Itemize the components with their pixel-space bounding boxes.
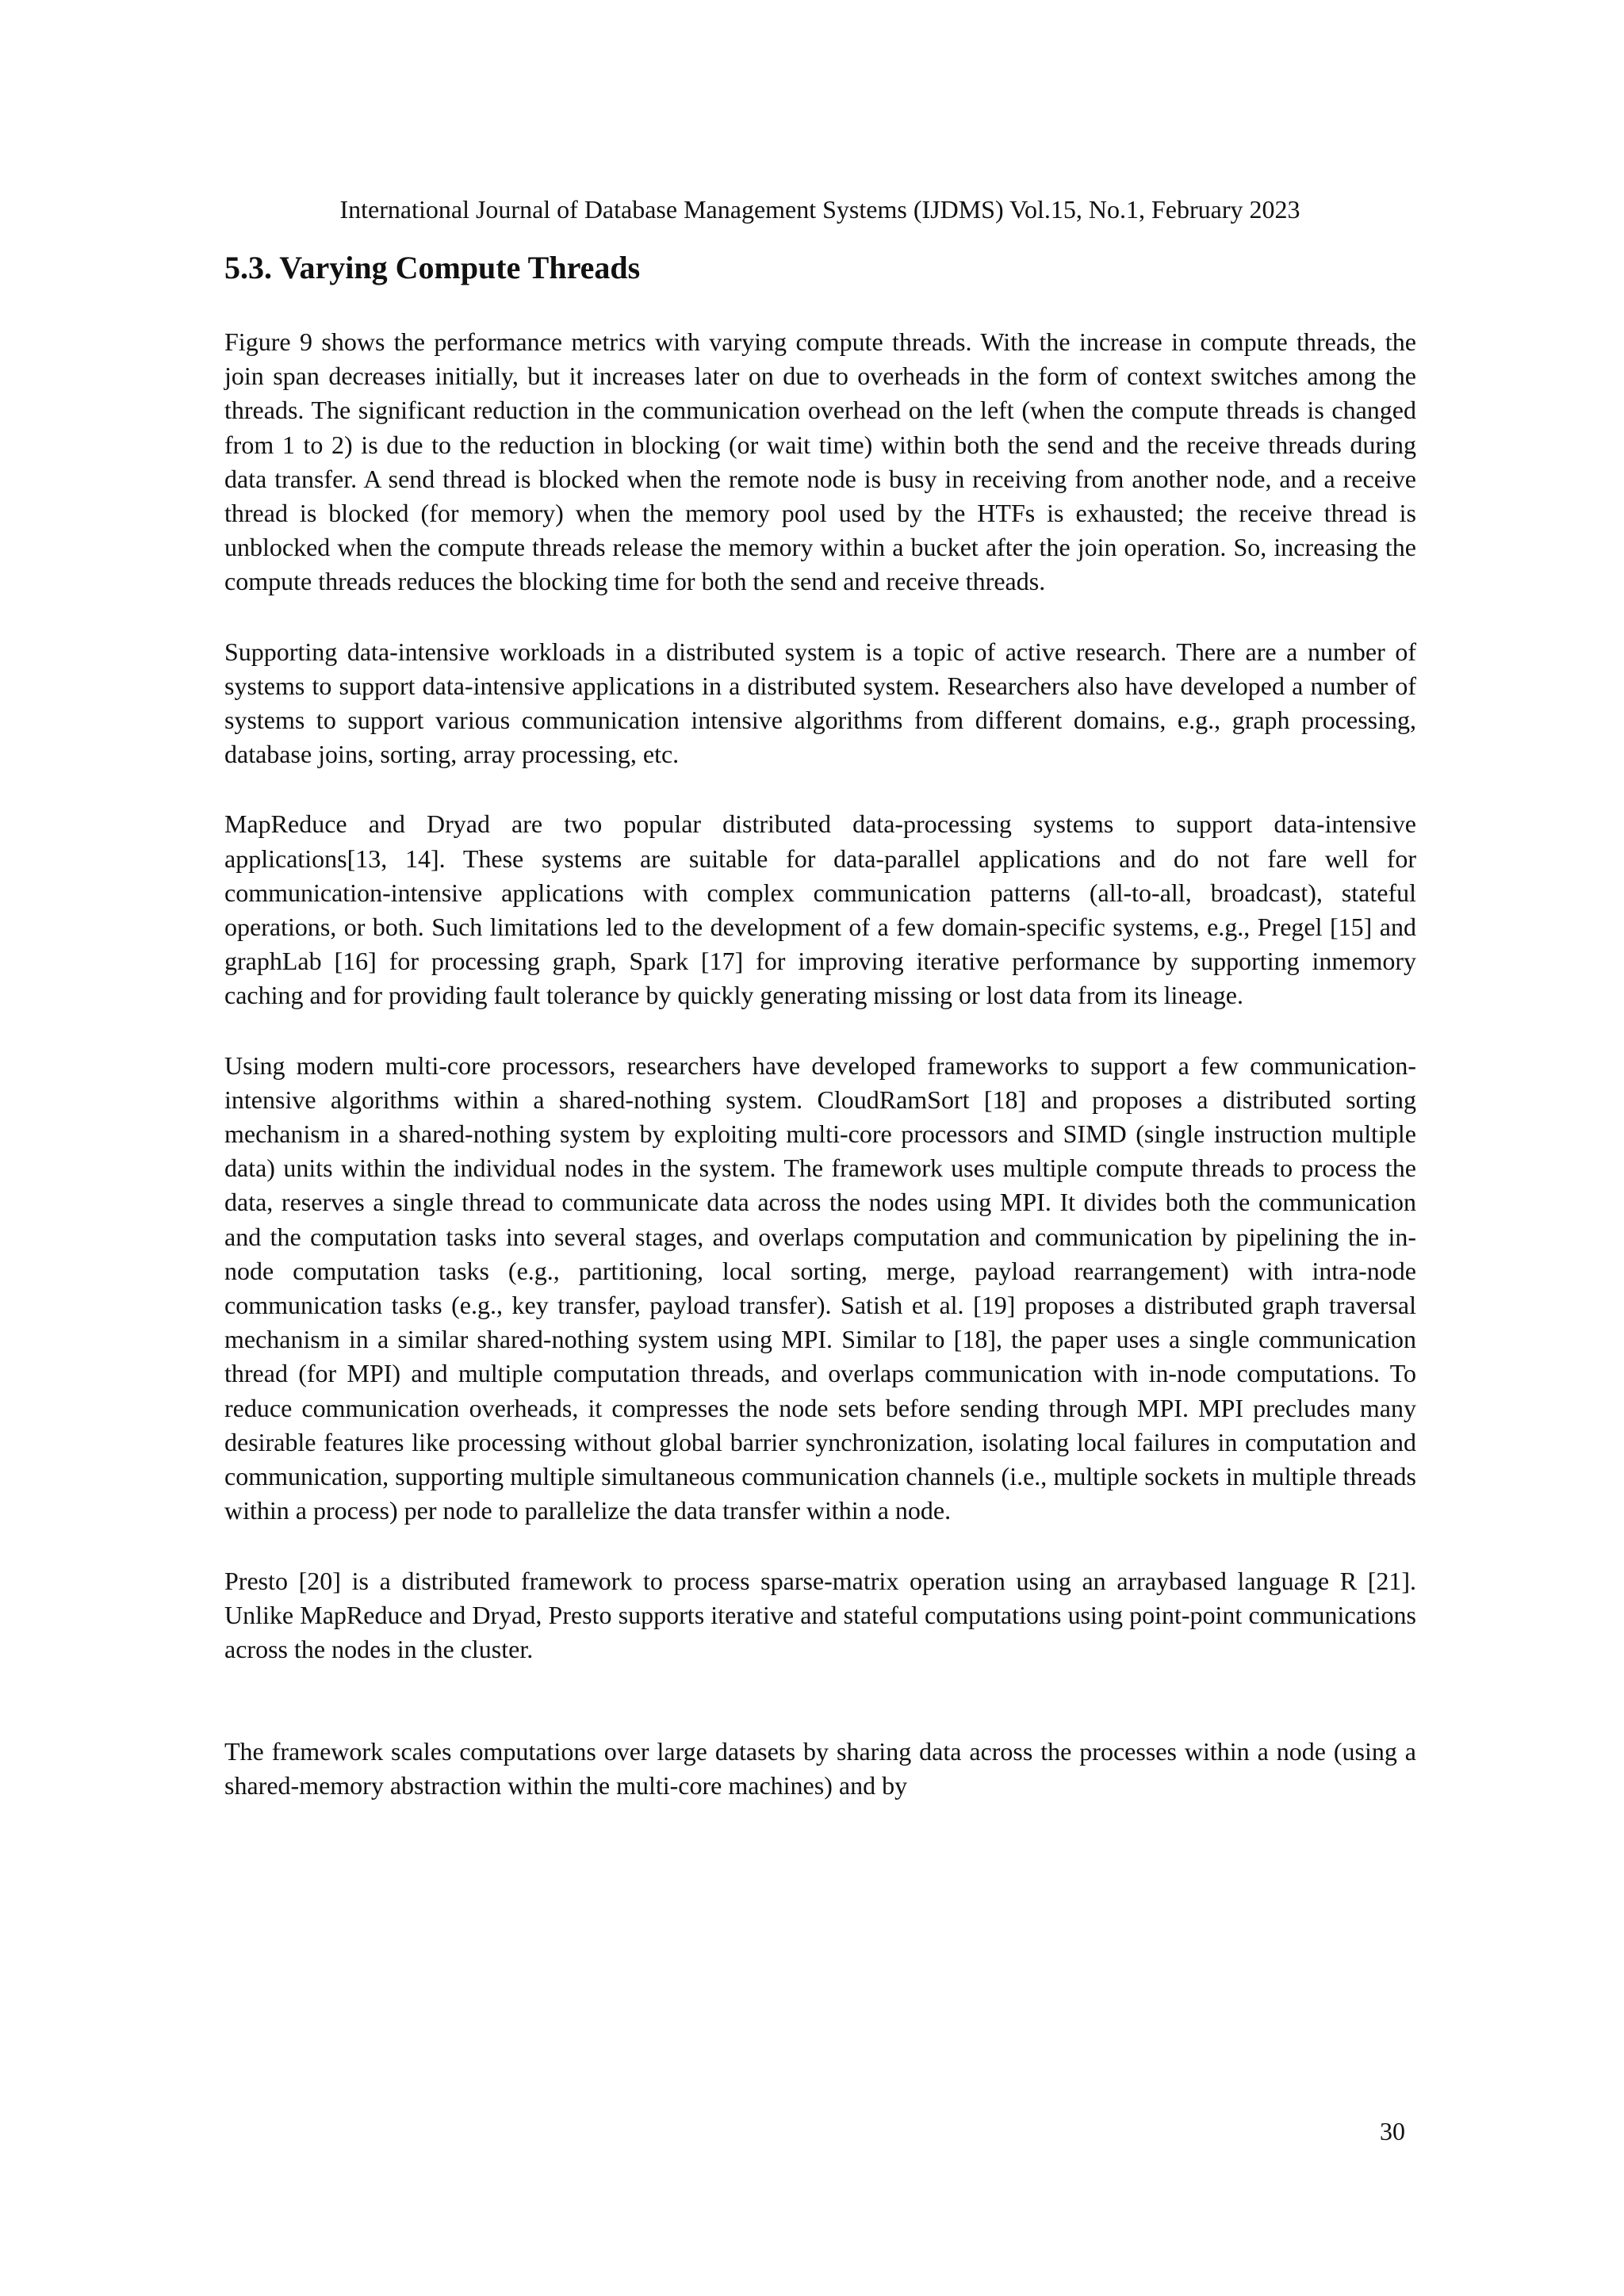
section-title: 5.3. Varying Compute Threads <box>224 250 641 285</box>
paragraph-compute-threads: Figure 9 shows the performance metrics with varying compute threads. With the increase in compute threads, the join span decreases initially, but it increases later on due to overheads in the form of context switches among the threads. The significant reduction in the communication overhead on the left (when the compute threads is changed from 1 to 2) is due to the reduction in blocking (or wait time) within both the send and the receive threads during data transfer. A send thread is blocked when the remote node is busy in receiving from another node, and a receive thread is blocked (for memory) when the memory pool used by the HTFs is exhausted; the receive thread is unblocked when the compute threads release the memory within a bucket after the join operation. So, increasing the compute threads reduces the blocking time for both the send and receive threads. <box>224 327 1416 596</box>
paragraph-mapreduce-dryad: MapReduce and Dryad are two popular distributed data-processing systems to support data-intensive applications[13, 14]. These systems are suitable for data-parallel applications and do not fare well for communication-intensive applications with complex communication patterns (all-to-all, broadcast), stateful operations, or both. Such limitations led to the development of a few domain-specific systems, e.g., Pregel [15] and graphLab [16] for processing graph, Spark [17] for improving iterative performance by supporting inmemory caching and for providing fault tolerance by quickly generating missing or lost data from its lineage. <box>224 809 1416 1010</box>
page-content <box>224 247 1416 1839</box>
page-number: 30 <box>1380 2117 1405 2145</box>
paragraph-data-intensive-workloads: Supporting data-intensive workloads in a distributed system is a topic of active research. There are a number of systems to support data-intensive applications in a distributed system. Researchers also have developed a number of systems to support various communication intensive algorithms from different domains, e.g., graph processing, database joins, sorting, array processing, etc. <box>224 637 1416 769</box>
paragraph-framework-scaling: The framework scales computations over large datasets by sharing data across the processes within a node (using a shared-memory abstraction within the multi-core machines) and by <box>224 1737 1416 1800</box>
paragraph-multicore-frameworks: Using modern multi-core processors, researchers have developed frameworks to support a few communication-intensive algorithms within a shared-nothing system. CloudRamSort [18] and proposes a distributed sorting mechanism in a shared-nothing system by exploiting multi-core processors and SIMD (single instruction multiple data) units within the individual nodes in the system. The framework uses multiple compute threads to process the data, reserves a single thread to communicate data across the nodes using MPI. It divides both the communication and the computation tasks into several stages, and overlaps computation and communication by pipelining the in-node computation tasks (e.g., partitioning, local sorting, merge, payload rearrangement) with intra-node communication tasks (e.g., key transfer, payload transfer). Satish et al. [19] proposes a distributed graph traversal mechanism in a similar shared-nothing system using MPI. Similar to [18], the paper uses a single communication thread (for MPI) and multiple computation threads, and overlaps communication with in-node computations. To reduce communication overheads, it compresses the node sets before sending through MPI. MPI precludes many desirable features like processing without global barrier synchronization, isolating local failures in computation and communication, supporting multiple simultaneous communication channels (i.e., multiple sockets in multiple threads within a process) per node to parallelize the data transfer within a node. <box>224 1050 1416 1525</box>
paragraph-presto: Presto [20] is a distributed framework to process sparse-matrix operation using an arraybased language R [21]. Unlike MapReduce and Dryad, Presto supports iterative and stateful computations using point-point communications across the nodes in the cluster. <box>224 1566 1416 1663</box>
running-header: International Journal of Database Management Systems (IJDMS) Vol.15, No.1, February 2023 <box>339 195 1300 224</box>
